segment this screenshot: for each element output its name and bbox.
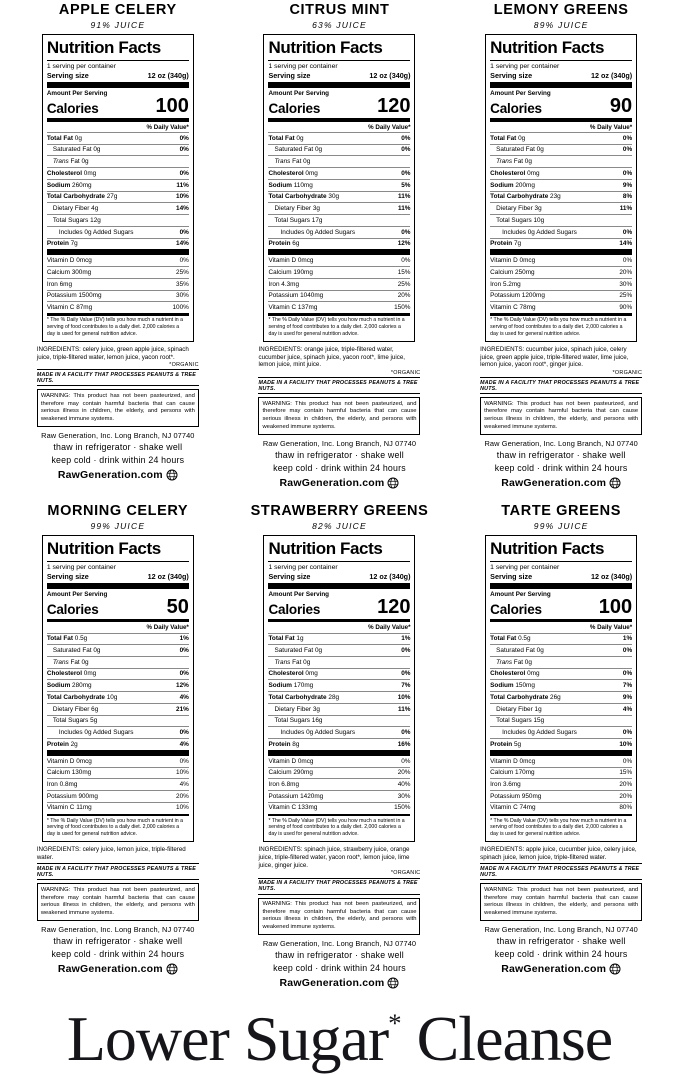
nutrient-row: Cholesterol 0mg 0% [268,668,410,680]
nutrition-facts-title: Nutrition Facts [268,539,410,562]
divider-bar [47,82,189,88]
serving-size-value: 12 oz (340g) [369,71,411,80]
facility-allergen-note: MADE IN A FACILITY THAT PROCESSES PEANUTS & TREE NUTS. [258,377,420,394]
care-instructions-line1: thaw in refrigerator · shake well [496,935,626,946]
facility-allergen-note: MADE IN A FACILITY THAT PROCESSES PEANUTS & TREE NUTS. [37,369,199,386]
serving-size-label: Serving size [268,71,311,80]
serving-size-label: Serving size [268,571,311,581]
nutrient-row: Total Sugars 16g [268,715,410,727]
pasteurization-warning: WARNING: This product has not been pasteurized, and therefore may contain harmful bacteria that can cause serious illness in children, the elderly, and persons with weakened immune systems. [37,389,199,426]
nutrient-row: Vitamin D 0mcg 0% [46,257,189,265]
product-name: MORNING CELERY [47,502,189,519]
servings-per-container: 1 serving per container [490,563,560,571]
serving-size-label: Serving size [490,71,533,80]
daily-value-header: % Daily Value* [589,624,633,631]
nutrient-row: Trans Fat 0g [47,155,189,167]
website-row [37,469,199,481]
product-name: TARTE GREENS [501,502,622,519]
facility-allergen-note: MADE IN A FACILITY THAT PROCESSES PEANUTS & TREE NUTS. [37,863,199,880]
nutrient-row: Sodium 150mg 7% [490,679,632,691]
ingredients-list: celery juice, green apple juice, spinach juice, triple-filtered water, lemon juice, yacon root*. [36,345,189,361]
nutrient-row: Potassium 950mg 20% [490,790,632,802]
nutrient-row: Dietary Fiber 6g 21% [47,703,189,715]
nutrient-row: Vitamin C 78mg 90% [490,301,632,313]
label-footer [258,842,420,989]
ingredients-list: celery juice, lemon juice, triple-filtered water. [36,846,186,862]
nutrient-row: Calcium 130mg 10% [47,767,189,779]
nutrient-row: Includes 0g Added Sugars 0% [268,726,410,738]
nutrient-row: Total Fat 0g 0% [490,132,632,144]
pasteurization-warning: WARNING: This product has not been pasteurized, and therefore may contain harmful bacteria that can cause serious illness in children, the elderly, and persons with weakened immune systems. [258,397,420,434]
servings-per-container: 1 serving per container [268,563,338,571]
nutrient-row: Trans Fat 0g [490,155,632,167]
ingredients-text [258,846,420,870]
care-instructions-line1: thaw in refrigerator · shake well [496,449,626,460]
tagline-asterisk: * [388,1008,402,1038]
nutrient-row: Total Sugars 12g [47,214,189,226]
nutrient-row: Vitamin C 74mg 80% [490,802,632,814]
daily-value-header: % Daily Value* [146,624,189,631]
nutrition-facts-panel [263,535,415,843]
calories-row [47,97,189,116]
nutrient-row: Calcium 290mg 20% [268,767,410,779]
globe-stamp-icon [166,963,178,975]
ingredients-label: INGREDIENTS: [480,345,525,353]
label-footer [480,342,642,489]
ingredients-list: cucumber juice, spinach juice, celery juice, green apple juice, triple-filtered water, lime juice, lemon juice, yacon root*, ginger juice. [480,345,629,369]
product-name: LEMONY GREENS [493,2,629,18]
ingredients-label: INGREDIENTS: [258,846,303,854]
nutrient-row: Dietary Fiber 3g 11% [268,703,410,715]
nutrition-label-card [10,503,226,990]
amount-per-serving-label: Amount Per Serving [268,90,330,97]
nutrient-row: Protein 7g 14% [47,238,189,250]
ingredients-label: INGREDIENTS: [258,345,303,353]
label-footer [37,842,199,974]
amount-per-serving-label: Amount Per Serving [490,590,551,598]
nutrient-row: Cholesterol 0mg 0% [490,668,632,680]
calories-label: Calories [490,601,542,617]
nutrient-row: Vitamin D 0mcg 0% [268,257,411,265]
label-footer [37,342,199,481]
nutrient-rows [47,132,189,249]
vitamin-rows [268,255,410,313]
nutrition-facts-panel [42,535,194,843]
divider-bar [268,583,410,589]
label-footer [258,342,420,489]
nutrient-row: Potassium 1040mg 20% [268,290,410,302]
nutrition-facts-title: Nutrition Facts [490,539,632,562]
calories-label: Calories [490,101,542,116]
nutrient-row: Vitamin D 0mcg 0% [46,757,189,765]
nutrient-row: Vitamin D 0mcg 0% [268,757,411,765]
calories-value: 50 [166,595,189,618]
nutrition-facts-panel [485,34,637,342]
servings-per-container: 1 serving per container [268,63,338,70]
globe-stamp-icon [387,477,399,489]
pasteurization-warning: WARNING: This product has not been pasteurized, and therefore may contain harmful bacteria that can cause serious illness in children, the elderly, and persons with weakened immune systems. [37,883,199,920]
nutrient-rows [490,132,632,249]
nutrient-row: Iron 4.3mg 25% [268,278,410,290]
nutrient-row: Protein 2g 4% [47,738,189,750]
care-instructions-line2: keep cold · drink within 24 hours [273,963,406,974]
nutrition-label-card [232,2,448,489]
juice-percentage: 63% JUICE [312,20,367,30]
nutrient-row: Calcium 250mg 20% [490,266,632,278]
nutrient-row: Iron 3.6mg 20% [490,778,632,790]
care-instructions-line2: keep cold · drink within 24 hours [494,462,628,473]
care-instructions-line1: thaw in refrigerator · shake well [53,441,183,452]
amount-per-serving-label: Amount Per Serving [46,90,108,97]
care-instructions-line2: keep cold · drink within 24 hours [51,948,185,959]
juice-percentage: 91% JUICE [90,20,146,30]
website-url: RawGeneration.com [57,962,163,975]
care-instructions-line2: keep cold · drink within 24 hours [494,948,628,959]
nutrient-row: Cholesterol 0mg 0% [47,668,189,680]
calories-row [490,97,632,116]
nutrient-row: Sodium 200mg 9% [490,179,632,191]
serving-size-label: Serving size [46,571,89,581]
nutrient-row: Total Carbohydrate 23g 8% [490,191,632,203]
daily-value-header: % Daily Value* [368,123,411,131]
care-instructions-line1: thaw in refrigerator · shake well [53,935,183,946]
ingredients-list: spinach juice, strawberry juice, orange juice, triple-filtered water, yacon root*, lemon juice, lime juice, ginger juice. [258,846,410,869]
serving-size-row [490,71,632,80]
nutrient-row: Vitamin C 87mg 100% [47,301,189,313]
nutrient-row: Total Fat 1g 1% [268,633,410,645]
company-address: Raw Generation, Inc. Long Branch, NJ 07740 [484,438,638,448]
website-row [37,963,199,975]
nutrient-row: Total Fat 0g 0% [268,132,410,144]
serving-size-row [268,572,410,581]
organic-note: *ORGANIC [390,870,421,877]
nutrient-row: Includes 0g Added Sugars 0% [490,226,632,238]
serving-size-value: 12 oz (340g) [591,71,633,80]
divider-bar [47,583,189,589]
nutrient-row: Total Fat 0.5g 1% [47,633,189,645]
nutrient-row: Dietary Fiber 3g 11% [268,202,410,214]
facility-allergen-note: MADE IN A FACILITY THAT PROCESSES PEANUTS & TREE NUTS. [480,863,642,880]
website-url: RawGeneration.com [279,977,385,989]
label-footer [480,842,642,974]
nutrition-facts-title: Nutrition Facts [268,38,410,61]
serving-size-value: 12 oz (340g) [147,571,189,581]
nutrient-row: Includes 0g Added Sugars 0% [47,226,189,238]
nutrient-row: Vitamin C 11mg 10% [47,802,189,814]
website-url: RawGeneration.com [501,476,607,489]
serving-size-label: Serving size [490,571,533,581]
daily-value-footnote: * The % Daily Value (DV) tells you how much a nutrient in a serving of food contributes to a daily diet. 2,000 calories a day is used for general nutrition advice. [46,317,184,337]
nutrient-row: Trans Fat 0g [268,656,410,668]
divider-bar [490,583,632,589]
daily-value-footnote: * The % Daily Value (DV) tells you how much a nutrient in a serving of food contributes to a daily diet. 2,000 calories a day is used for general nutrition advice. [268,817,405,838]
nutrient-row: Saturated Fat 0g 0% [47,644,189,656]
website-url: RawGeneration.com [501,962,607,975]
nutrient-row: Calcium 190mg 15% [268,266,410,278]
website-row [480,477,642,489]
vitamin-rows [490,756,632,814]
juice-percentage: 82% JUICE [312,520,367,531]
amount-per-serving-label: Amount Per Serving [268,590,330,598]
serving-size-row [490,572,632,581]
pasteurization-warning: WARNING: This product has not been pasteurized, and therefore may contain harmful bacteria that can cause serious illness in children, the elderly, and persons with weakened immune systems. [480,883,642,920]
nutrition-facts-title: Nutrition Facts [490,38,632,61]
calories-label: Calories [268,601,321,617]
calories-row [268,595,411,618]
organic-note: *ORGANIC [169,361,199,368]
nutrient-row: Vitamin C 133mg 150% [268,802,410,814]
nutrient-row: Total Carbohydrate 30g 11% [268,191,410,203]
nutrient-row: Includes 0g Added Sugars 0% [490,726,632,738]
nutrient-row: Cholesterol 0mg 0% [490,167,632,179]
nutrient-row: Iron 6.8mg 40% [268,778,410,790]
serving-size-row [47,71,189,80]
care-instructions-line2: keep cold · drink within 24 hours [273,462,406,473]
ingredients-text [480,846,642,862]
website-url: RawGeneration.com [279,476,385,489]
vitamin-rows [47,756,189,814]
care-instructions-line1: thaw in refrigerator · shake well [275,950,404,961]
globe-stamp-icon [609,477,621,489]
daily-value-footnote: * The % Daily Value (DV) tells you how much a nutrient in a serving of food contributes to a daily diet. 2,000 calories a day is used for general nutrition advice. [46,817,184,838]
juice-percentage: 89% JUICE [533,20,589,30]
product-name: APPLE CELERY [58,2,177,18]
care-instructions-line1: thaw in refrigerator · shake well [275,449,404,460]
ingredients-text [37,346,199,362]
amount-per-serving-label: Amount Per Serving [46,590,108,598]
nutrition-facts-panel [263,34,415,342]
organic-note: *ORGANIC [612,369,643,376]
nutrient-row: Vitamin C 137mg 150% [268,301,410,313]
serving-size-value: 12 oz (340g) [147,71,189,80]
nutrient-row: Saturated Fat 0g 0% [268,644,410,656]
nutrient-row: Calcium 170mg 15% [490,767,632,779]
nutrient-row: Trans Fat 0g [47,656,189,668]
serving-size-label: Serving size [46,71,89,80]
website-row [480,963,642,975]
nutrient-row: Includes 0g Added Sugars 0% [268,226,410,238]
product-name: STRAWBERRY GREENS [250,502,429,519]
ingredients-list: orange juice, triple-filtered water, cucumber juice, spinach juice, yacon root*, lime juice, lemon juice, mint juice. [258,345,405,369]
nutrition-facts-title: Nutrition Facts [47,38,189,61]
website-row [258,477,420,489]
nutrient-row: Protein 7g 14% [490,238,632,250]
globe-stamp-icon [609,963,621,975]
nutrition-label-card [10,2,226,489]
ingredients-list: apple juice, cucumber juice, celery juice, spinach juice, lemon juice, triple-filtered water. [480,846,637,862]
daily-value-footnote: * The % Daily Value (DV) tells you how much a nutrient in a serving of food contributes to a daily diet. 2,000 calories a day is used for general nutrition advice. [490,317,627,337]
nutrient-row: Vitamin D 0mcg 0% [490,257,633,265]
company-address: Raw Generation, Inc. Long Branch, NJ 07740 [41,924,195,934]
juice-percentage: 99% JUICE [90,520,146,531]
servings-per-container: 1 serving per container [490,63,560,70]
nutrient-row: Trans Fat 0g [490,656,632,668]
nutrient-row: Total Sugars 17g [268,214,410,226]
nutrient-rows [490,633,632,750]
calories-value: 120 [377,595,411,618]
vitamin-rows [490,255,632,313]
nutrient-row: Saturated Fat 0g 0% [490,644,632,656]
nutrient-row: Protein 5g 10% [490,738,632,750]
nutrient-row: Saturated Fat 0g 0% [268,144,410,156]
calories-value: 90 [609,95,633,117]
serving-size-row [268,71,410,80]
product-name: CITRUS MINT [289,2,390,18]
nutrient-row: Protein 6g 12% [268,238,410,250]
nutrient-row: Sodium 170mg 7% [268,679,410,691]
nutrient-rows [47,633,189,750]
nutrient-row: Potassium 1500mg 30% [47,290,189,302]
ingredients-text [37,846,199,862]
facility-allergen-note: MADE IN A FACILITY THAT PROCESSES PEANUTS & TREE NUTS. [258,878,420,895]
nutrition-label-card [453,503,669,990]
pasteurization-warning: WARNING: This product has not been pasteurized, and therefore may contain harmful bacteria that can cause serious illness in children, the elderly, and persons with weakened immune systems. [258,898,420,935]
ingredients-label: INGREDIENTS: [36,846,81,854]
nutrient-row: Dietary Fiber 3g 11% [490,202,632,214]
nutrient-row: Total Sugars 15g [490,715,632,727]
juice-percentage: 99% JUICE [533,520,589,531]
servings-per-container: 1 serving per container [46,563,116,571]
nutrition-facts-panel [485,535,637,843]
vitamin-rows [47,255,189,313]
nutrient-row: Total Carbohydrate 10g 4% [47,691,189,703]
globe-stamp-icon [387,977,399,989]
nutrient-row: Total Carbohydrate 28g 10% [268,691,410,703]
nutrient-row: Potassium 1420mg 30% [268,790,410,802]
nutrient-row: Vitamin D 0mcg 0% [490,757,633,765]
calories-value: 120 [377,95,411,117]
nutrient-row: Sodium 260mg 11% [47,179,189,191]
calories-label: Calories [46,601,99,617]
nutrient-row: Cholesterol 0mg 0% [268,167,410,179]
vitamin-rows [268,756,410,814]
nutrient-row: Total Sugars 10g [490,214,632,226]
calories-value: 100 [155,95,189,117]
nutrient-row: Includes 0g Added Sugars 0% [47,726,189,738]
tagline-part1: Lower Sugar [66,1003,389,1074]
calories-row [46,595,189,618]
nutrient-row: Total Fat 0g 0% [47,132,189,144]
ingredients-label: INGREDIENTS: [480,846,525,854]
nutrient-row: Dietary Fiber 1g 4% [490,703,632,715]
tagline [0,1003,679,1074]
nutrient-row: Iron 6mg 35% [47,278,189,290]
serving-size-row [47,572,189,581]
labels-grid [0,2,679,989]
daily-value-header: % Daily Value* [589,123,633,131]
servings-per-container: 1 serving per container [46,63,116,70]
company-address: Raw Generation, Inc. Long Branch, NJ 07740 [41,430,195,440]
facility-allergen-note: MADE IN A FACILITY THAT PROCESSES PEANUTS & TREE NUTS. [480,377,642,394]
website-row [258,977,420,989]
nutrient-row: Saturated Fat 0g 0% [490,144,632,156]
company-address: Raw Generation, Inc. Long Branch, NJ 07740 [484,924,638,934]
organic-note: *ORGANIC [390,369,421,376]
company-address: Raw Generation, Inc. Long Branch, NJ 07740 [262,939,417,949]
nutrient-row: Cholesterol 0mg 0% [47,167,189,179]
care-instructions-line2: keep cold · drink within 24 hours [51,454,185,465]
calories-row [490,595,633,618]
calories-label: Calories [46,101,99,116]
serving-size-value: 12 oz (340g) [591,571,633,581]
daily-value-footnote: * The % Daily Value (DV) tells you how much a nutrient in a serving of food contributes to a daily diet. 2,000 calories a day is used for general nutrition advice. [490,817,627,838]
nutrient-row: Trans Fat 0g [268,155,410,167]
daily-value-footnote: * The % Daily Value (DV) tells you how much a nutrient in a serving of food contributes to a daily diet. 2,000 calories a day is used for general nutrition advice. [268,317,405,337]
ingredients-label: INGREDIENTS: [36,345,81,353]
globe-stamp-icon [166,469,178,481]
ingredients-text [258,346,420,370]
tagline-part2: Cleanse [401,1003,613,1074]
nutrient-row: Total Carbohydrate 27g 10% [47,191,189,203]
serving-size-value: 12 oz (340g) [369,571,411,581]
nutrition-facts-title: Nutrition Facts [47,539,189,562]
pasteurization-warning: WARNING: This product has not been pasteurized, and therefore may contain harmful bacteria that can cause serious illness in children, the elderly, and persons with weakened immune systems. [480,397,642,434]
nutrient-row: Protein 8g 16% [268,738,410,750]
daily-value-header: % Daily Value* [368,624,411,631]
nutrient-row: Total Fat 0.5g 1% [490,633,632,645]
nutrition-label-card [453,2,669,489]
nutrient-row: Iron 0.8mg 4% [47,778,189,790]
nutrient-row: Dietary Fiber 4g 14% [47,202,189,214]
calories-value: 100 [598,595,633,618]
nutrient-row: Potassium 900mg 20% [47,790,189,802]
company-address: Raw Generation, Inc. Long Branch, NJ 07740 [262,438,417,448]
divider-bar [490,82,632,88]
nutrient-row: Sodium 280mg 12% [47,679,189,691]
amount-per-serving-label: Amount Per Serving [490,90,551,97]
nutrient-row: Total Carbohydrate 26g 9% [490,691,632,703]
nutrition-label-card [232,503,448,990]
calories-label: Calories [268,101,321,116]
website-url: RawGeneration.com [57,468,163,481]
nutrient-row: Iron 5.2mg 30% [490,278,632,290]
calories-row [268,97,410,116]
nutrient-row: Calcium 300mg 25% [47,266,189,278]
ingredients-text [480,346,642,370]
nutrient-rows [268,633,410,750]
nutrient-rows [268,132,410,249]
nutrition-facts-panel [42,34,194,342]
nutrient-row: Sodium 110mg 5% [268,179,410,191]
nutrient-row: Potassium 1200mg 25% [490,290,632,302]
nutrient-row: Total Sugars 5g [47,715,189,727]
divider-bar [268,82,410,88]
nutrient-row: Saturated Fat 0g 0% [47,144,189,156]
daily-value-header: % Daily Value* [146,123,189,131]
